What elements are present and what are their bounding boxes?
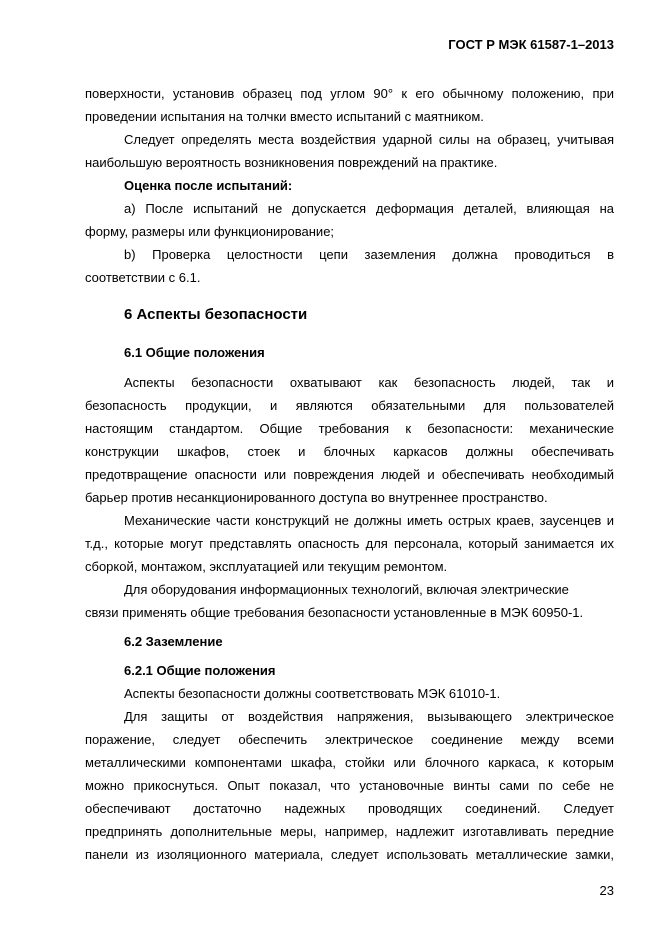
text-line: Для оборудования информационных технологий, включая электрические xyxy=(124,582,569,597)
text-line: металлическими компонентами шкафа, стойки или блочного каркаса, к которым xyxy=(85,755,614,770)
text-line: предпринять дополнительные меры, например, надлежит изготавливать передние xyxy=(85,824,614,839)
text-line: связи применять общие требования безопасности установленные в МЭК 60950-1. xyxy=(85,605,584,620)
text-line: настоящим стандартом. Общие требования к безопасности: механические xyxy=(85,421,614,436)
text-line: соответствии с 6.1. xyxy=(85,270,201,285)
text-line: Следует определять места воздействия ударной силы на образец, учитывая xyxy=(124,132,614,147)
text-line: проведении испытания на толчки вместо испытаний с маятником. xyxy=(85,109,484,124)
paragraph-voltage-protection xyxy=(85,705,614,866)
text-line: т.д., которые могут представлять опасность для персонала, который занимается их xyxy=(85,536,614,551)
text-line: Механические части конструкций не должны иметь острых краев, заусенцев и xyxy=(124,513,614,528)
page-body xyxy=(85,82,614,866)
text-line: а) После испытаний не допускается деформация деталей, влияющая на xyxy=(124,201,614,216)
evaluation-block xyxy=(85,174,614,289)
paragraph-pendulum-test xyxy=(85,82,614,128)
text-line: можно прикоснуться. Опыт показал, что установочные винты сами по себе не xyxy=(85,778,614,793)
text-line: Для защиты от воздействия напряжения, вызывающего электрическое xyxy=(124,709,614,724)
paragraph-it-equipment xyxy=(85,578,614,624)
text-line: Аспекты безопасности охватывают как безопасность людей, так и xyxy=(124,375,614,390)
paragraph-sharp-edges xyxy=(85,509,614,578)
text-line: Аспекты безопасности должны соответствовать МЭК 61010-1. xyxy=(124,686,501,701)
text-line: поражение, следует обеспечить электрическое соединение между всеми xyxy=(85,732,614,747)
section-6-heading: 6 Аспекты безопасности xyxy=(124,306,308,323)
paragraph-impact-locations xyxy=(85,128,614,174)
paragraph-safety-aspects xyxy=(85,371,614,509)
text-line: сборкой, монтажом, эксплуатацией или текущим ремонтом. xyxy=(85,559,448,574)
text-line: безопасность продукции, и являются обязательными для пользователей xyxy=(85,398,614,413)
page-number: 23 xyxy=(599,883,614,898)
section-6-1-heading: 6.1 Общие положения xyxy=(124,345,265,360)
text-line: наибольшую вероятность возникновения повреждений на практике. xyxy=(85,155,498,170)
text-line: предотвращение опасности или повреждения людей и обеспечивать необходимый xyxy=(85,467,614,482)
text-line: конструкции шкафов, стоек и блочных каркасов должны обеспечивать xyxy=(85,444,614,459)
text-line: обеспечивают достаточно надежных проводящих соединений. Следует xyxy=(85,801,614,816)
text-line: поверхности, установив образец под углом 90° к его обычному положению, при xyxy=(85,86,614,101)
evaluation-heading: Оценка после испытаний: xyxy=(124,178,293,193)
text-line: форму, размеры или функционирование; xyxy=(85,224,335,239)
section-6-2-1-heading: 6.2.1 Общие положения xyxy=(124,663,276,678)
text-line: барьер против несанкционированного доступа во внутреннее пространство. xyxy=(85,490,548,505)
paragraph-iec-61010 xyxy=(85,682,614,705)
text-line: b) Проверка целостности цепи заземления должна проводиться в xyxy=(124,247,614,262)
document-header: ГОСТ Р МЭК 61587-1–2013 xyxy=(448,37,614,52)
section-6-2-heading: 6.2 Заземление xyxy=(124,634,223,649)
text-line: панели из изоляционного материала, следует использовать металлические замки, xyxy=(85,847,614,862)
